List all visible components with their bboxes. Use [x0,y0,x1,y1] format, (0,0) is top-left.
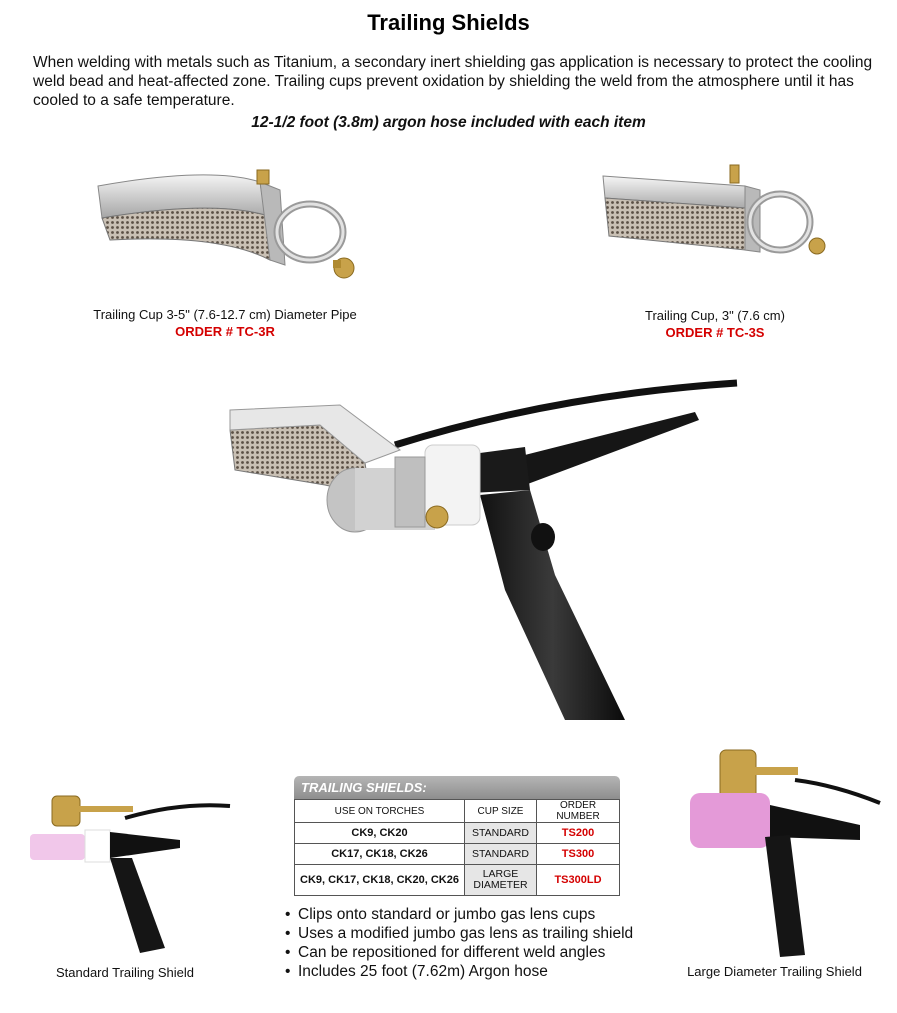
intro-paragraph: When welding with metals such as Titanium, a secondary inert shielding gas application is necessary to protect the cooling weld bead and heat-affected zone. Trailing cups prevent oxidation by shielding the weld from the atmosphere until it has cooled to a safe temperature. [33,54,873,109]
cell-order[interactable]: TS200 [537,823,620,844]
size-line-2: DIAMETER [473,879,528,891]
product-caption-tc3r: Trailing Cup 3-5" (7.6-12.7 cm) Diameter Pipe [93,307,357,322]
size-line-1: LARGE [482,868,519,880]
cell-order[interactable]: TS300 [537,844,620,865]
col-torches: USE ON TORCHES [295,800,465,823]
large-shield-caption: Large Diameter Trailing Shield [687,964,862,979]
cell-order[interactable]: TS300LD [537,865,620,896]
list-item: • Can be repositioned for different weld angles [285,943,633,962]
cell-torches: CK9, CK17, CK18, CK20, CK26 [295,865,465,896]
features-list [285,905,633,981]
table-row [295,844,620,865]
table-header-row [295,800,620,823]
cell-size: STANDARD [465,823,537,844]
table-row [295,823,620,844]
table-row [295,865,620,896]
table-heading: TRAILING SHIELDS: [294,776,620,799]
large-diameter-trailing-shield-image [685,745,885,960]
standard-shield-caption: Standard Trailing Shield [55,965,195,980]
product-caption-tc3s: Trailing Cup, 3" (7.6 cm) [645,308,785,323]
trailing-cup-straight-image [595,160,835,275]
list-item: • Clips onto standard or jumbo gas lens cups [285,905,633,924]
cell-torches: CK9, CK20 [295,823,465,844]
col-order-number: ORDER NUMBER [537,800,620,823]
cell-torches: CK17, CK18, CK26 [295,844,465,865]
list-item: • Uses a modified jumbo gas lens as trailing shield [285,924,633,943]
list-item: • Includes 25 foot (7.62m) Argon hose [285,962,633,981]
order-number-tc3s[interactable]: ORDER # TC-3S [665,325,765,340]
standard-trailing-shield-image [30,788,235,958]
col-cup-size: CUP SIZE [465,800,537,823]
hose-note: 12-1/2 foot (3.8m) argon hose included with each item [251,114,646,131]
cell-size: STANDARD [465,844,537,865]
page-title: Trailing Shields [367,10,530,35]
trailing-shields-table [294,776,620,896]
cell-size [465,865,537,896]
torch-with-trailing-cup-image [225,375,745,725]
trailing-cup-curved-image [90,160,365,295]
order-number-tc3r[interactable]: ORDER # TC-3R [175,324,275,339]
